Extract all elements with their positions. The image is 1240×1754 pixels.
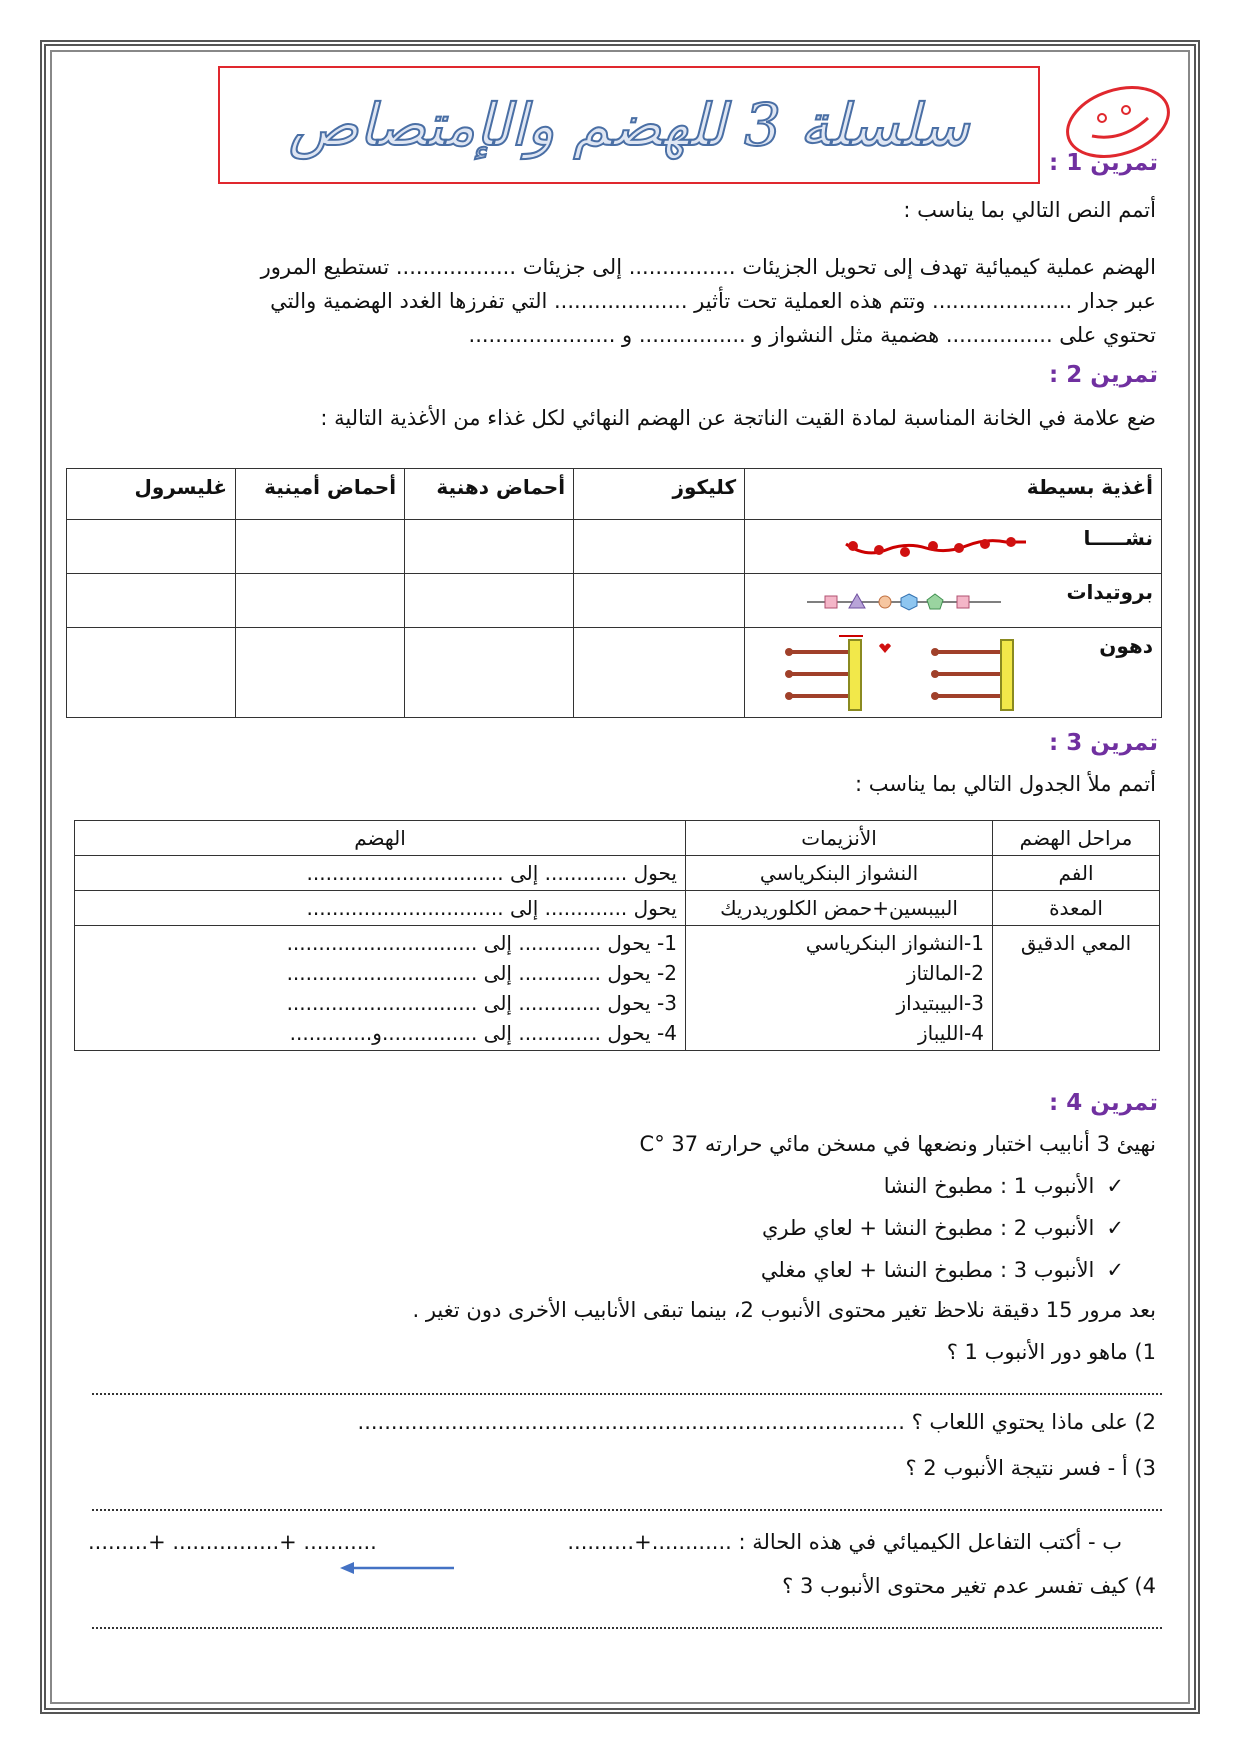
- stage-cell: المعدة: [993, 891, 1160, 926]
- answer-line[interactable]: [92, 1508, 1162, 1511]
- ex1-instruction: أتمم النص التالي بما يناسب :: [903, 198, 1156, 222]
- cell-checkbox[interactable]: [236, 574, 405, 628]
- ex1-paragraph: [66, 250, 1156, 352]
- table-header: الهضم: [75, 821, 686, 856]
- table-header: أحماض أمينية: [236, 469, 405, 520]
- digestion-item: 1- يحول ............. إلى ..............................: [286, 931, 677, 955]
- title-box: [218, 66, 1040, 184]
- reaction-left-side: ........... +................ +.........: [88, 1530, 377, 1554]
- ex4-title: تمرين 4 :: [1049, 1090, 1158, 1116]
- food-cell: [745, 628, 1162, 718]
- table-header: الأنزيمات: [686, 821, 993, 856]
- table-header: أحماض دهنية: [405, 469, 574, 520]
- answer-line[interactable]: [92, 1392, 1162, 1395]
- tube-item: ✓الأنبوب 1 : مطبوخ النشا: [884, 1172, 1124, 1201]
- question-2: 2) على ماذا يحتوي اللعاب ؟ ..................................................................................: [357, 1410, 1156, 1434]
- digestion-cell[interactable]: [75, 926, 686, 1051]
- digestion-cell[interactable]: يحول ............. إلى ...............................: [75, 891, 686, 926]
- digestion-cell[interactable]: يحول ............. إلى ...............................: [75, 856, 686, 891]
- question-3b: ب - أكتب التفاعل الكيميائي في هذه الحالة : ............+..........: [567, 1530, 1122, 1554]
- food-label: بروتيدات: [1066, 580, 1153, 604]
- food-cell: [745, 574, 1162, 628]
- enzyme-cell: البيبسين+حمض الكلوريدريك: [686, 891, 993, 926]
- enzyme-item: 2-المالتاز: [906, 961, 984, 985]
- enzyme-item: 1-النشواز البنكرياسي: [805, 931, 984, 955]
- cell-checkbox[interactable]: [574, 628, 745, 718]
- ex1-line: الهضم عملية كيميائية تهدف إلى تحويل الجزيئات ................ إلى جزيئات .................. تستطيع المرور: [260, 255, 1156, 279]
- cell-checkbox[interactable]: [67, 520, 236, 574]
- table-row: [67, 628, 1162, 718]
- digestion-item: 3- يحول ............. إلى ..............................: [286, 991, 677, 1015]
- stage-cell: الفم: [993, 856, 1160, 891]
- ex3-instruction: أتمم ملأ الجدول التالي بما يناسب :: [855, 772, 1156, 796]
- question-1: 1) ماهو دور الأنبوب 1 ؟: [946, 1340, 1156, 1364]
- table-header: مراحل الهضم: [993, 821, 1160, 856]
- ex3-title: تمرين 3 :: [1049, 730, 1158, 756]
- table-header: غليسرول: [67, 469, 236, 520]
- table-row: [75, 926, 1160, 1051]
- table-header: كليكوز: [574, 469, 745, 520]
- table-header-row: [67, 469, 1162, 520]
- cell-checkbox[interactable]: [574, 520, 745, 574]
- cell-checkbox[interactable]: [67, 628, 236, 718]
- digestion-item: 2- يحول ............. إلى ..............................: [286, 961, 677, 985]
- table-row: [75, 891, 1160, 926]
- smiley-icon: [1062, 84, 1174, 160]
- checkmark-icon: ✓: [1106, 1258, 1124, 1282]
- cell-checkbox[interactable]: [67, 574, 236, 628]
- stage-cell: المعي الدقيق: [993, 926, 1160, 1051]
- table-header: أغذية بسيطة: [745, 469, 1162, 520]
- food-cell: [745, 520, 1162, 574]
- cell-checkbox[interactable]: [405, 628, 574, 718]
- question-4: 4) كيف تفسر عدم تغير محتوى الأنبوب 3 ؟: [782, 1574, 1156, 1598]
- food-label: دهون: [1099, 634, 1153, 658]
- enzyme-item: 3-البيبتيداز: [896, 991, 984, 1015]
- answer-line[interactable]: [92, 1626, 1162, 1629]
- checkmark-icon: ✓: [1106, 1174, 1124, 1198]
- ex1-line: تحتوي على ................ هضمية مثل النشواز و ................ و ......................: [468, 323, 1156, 347]
- reaction-arrow-icon: [340, 1561, 456, 1575]
- ex1-title: تمرين 1 :: [1049, 150, 1158, 176]
- starch-chain-icon: [841, 534, 1031, 558]
- table-row: [67, 574, 1162, 628]
- ex2-table: [66, 468, 1162, 718]
- ex1-line: عبر جدار ..................... وتتم هذه العملية تحت تأثير .................... التي تفرزها الغدد الهضمية والتي: [270, 289, 1156, 313]
- ex2-instruction: ضع علامة في الخانة المناسبة لمادة القيت الناتجة عن الهضم النهائي لكل غذاء من الأغذية التالية :: [320, 406, 1156, 430]
- cell-checkbox[interactable]: [574, 574, 745, 628]
- triglyceride-icon: [779, 632, 1059, 714]
- ex2-title: تمرين 2 :: [1049, 362, 1158, 388]
- cell-checkbox[interactable]: [236, 520, 405, 574]
- enzyme-cell: النشواز البنكرياسي: [686, 856, 993, 891]
- tube-item: ✓الأنبوب 3 : مطبوخ النشا + لعاي مغلي: [761, 1256, 1124, 1285]
- page-title: سلسلة 3 للهضم والإمتصاص: [288, 91, 970, 159]
- digestion-item: 4- يحول ............. إلى ...............و.............: [289, 1021, 677, 1045]
- protein-chain-icon: [805, 590, 1005, 614]
- question-3a: 3) أ - فسر نتيجة الأنبوب 2 ؟: [905, 1456, 1156, 1480]
- enzyme-item: 4-الليباز: [917, 1021, 984, 1045]
- food-label: نشـــــا: [1083, 526, 1153, 550]
- ex4-observation: بعد مرور 15 دقيقة نلاحظ تغير محتوى الأنبوب 2، بينما تبقى الأنابيب الأخرى دون تغير .: [412, 1298, 1156, 1322]
- table-header-row: [75, 821, 1160, 856]
- checkmark-icon: ✓: [1106, 1216, 1124, 1240]
- cell-checkbox[interactable]: [405, 520, 574, 574]
- cell-checkbox[interactable]: [405, 574, 574, 628]
- enzyme-cell: [686, 926, 993, 1051]
- cell-checkbox[interactable]: [236, 628, 405, 718]
- ex4-intro: نهيئ 3 أنابيب اختبار ونضعها في مسخن مائي حرارته 37 °C: [639, 1132, 1156, 1156]
- tube-item: ✓الأنبوب 2 : مطبوخ النشا + لعاي طري: [762, 1214, 1124, 1243]
- ex3-table: [74, 820, 1160, 1051]
- table-row: [75, 856, 1160, 891]
- table-row: [67, 520, 1162, 574]
